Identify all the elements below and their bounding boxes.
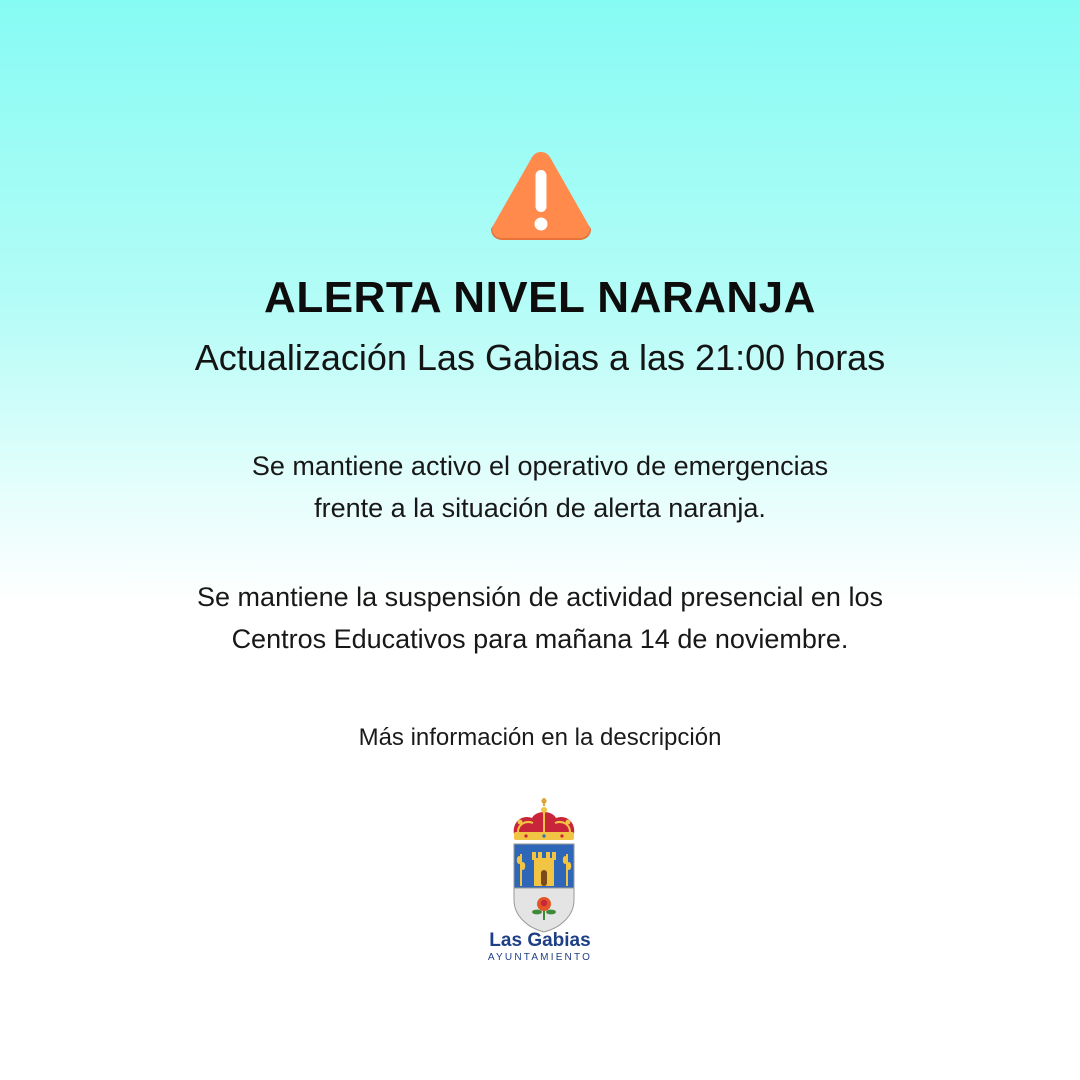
paragraph-line: Se mantiene la suspensión de actividad presencial en los <box>197 582 883 612</box>
alert-subtitle: Actualización Las Gabias a las 21:00 horas <box>194 337 886 378</box>
more-info-text: Más información en la descripción <box>358 724 722 751</box>
brand-name: Las Gabias <box>489 930 591 951</box>
paragraph-line: frente a la situación de alerta naranja. <box>314 493 766 523</box>
paragraph-schools <box>0 576 1080 660</box>
paragraph-line: Se mantiene activo el operativo de emergencias <box>251 451 829 481</box>
brand-subtitle: AYUNTAMIENTO <box>487 952 593 963</box>
coat-of-arms-logo <box>506 796 582 936</box>
paragraph-emergency <box>0 445 1080 529</box>
alert-title: ALERTA NIVEL NARANJA <box>264 273 816 322</box>
paragraph-line: Centros Educativos para mañana 14 de noviembre. <box>231 624 849 654</box>
warning-triangle-icon <box>488 146 594 242</box>
